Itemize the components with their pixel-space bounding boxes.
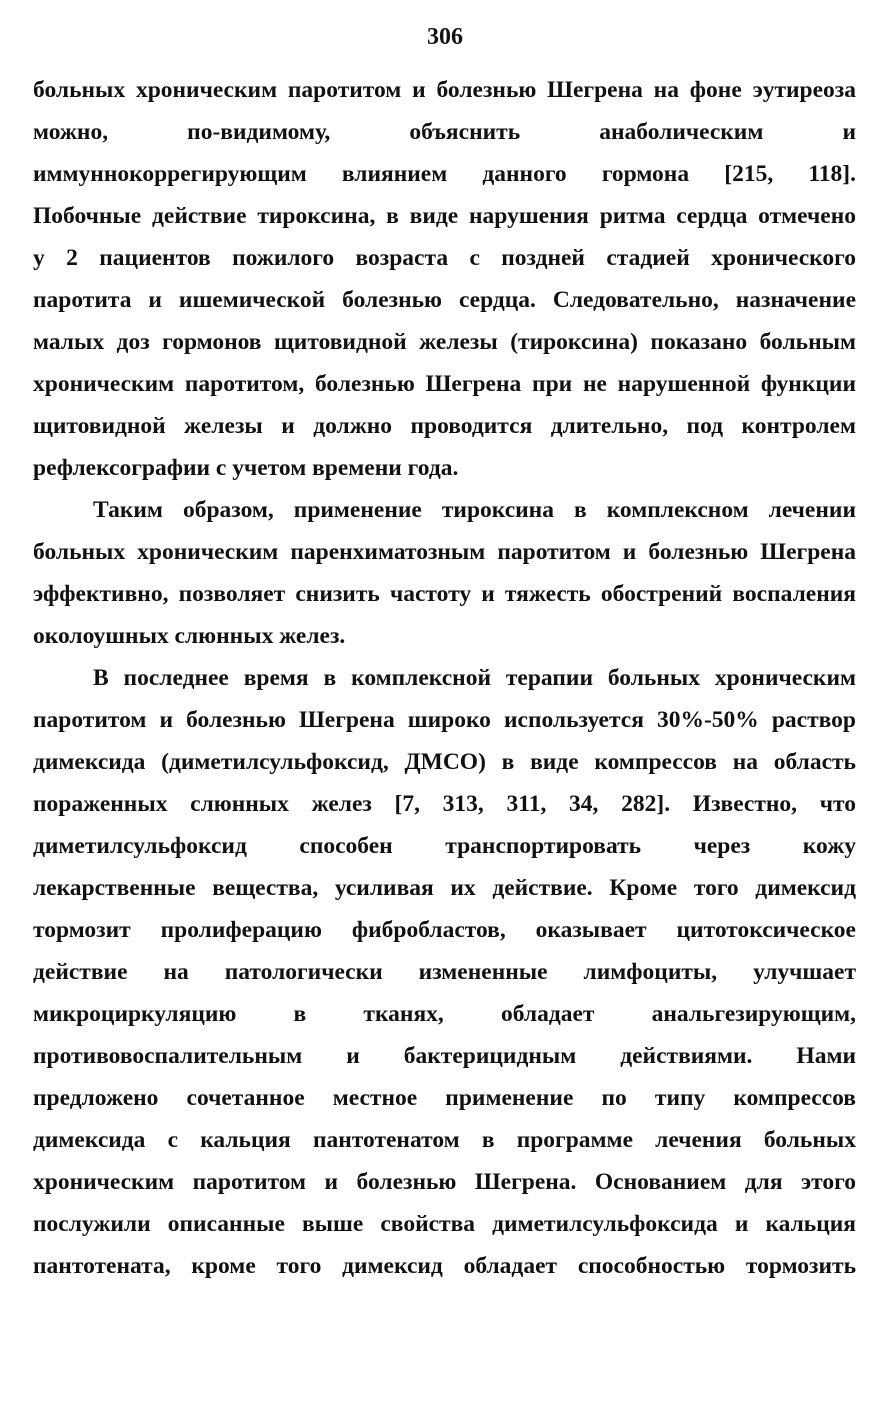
text-line: противовоспалительным и бактерицидным действиями. Нами [33,1043,856,1069]
text-line: хроническим паротитом, болезнью Шегрена при не нарушенной функции [33,371,856,397]
text-line: околоушных слюнных желез. [33,623,346,649]
page-number: 306 [427,24,463,50]
text-line: хроническим паротитом и болезнью Шегрена. Основанием для этого [33,1169,856,1195]
text-line: тормозит пролиферацию фибробластов, оказывает цитотоксическое [33,917,856,943]
text-line: можно, по-видимому, объяснить анаболическим и [33,119,856,145]
text-line: димексида (диметилсульфоксид, ДМСО) в виде компрессов на область [33,749,856,775]
text-line: пантотената, кроме того димексид обладает способностью тормозить [33,1253,856,1279]
text-line: иммуннокоррегирующим влиянием данного гормона [215, 118]. [33,161,856,187]
text-line: рефлексографии с учетом времени года. [33,455,459,481]
text-line: послужили описанные выше свойства диметилсульфоксида и кальция [33,1211,856,1237]
text-line: действие на патологически измененные лимфоциты, улучшает [33,959,856,985]
text-line: паротита и ишемической болезнью сердца. Следовательно, назначение [33,287,856,313]
paragraph [33,657,856,1287]
text-line: больных хроническим паренхиматозным паротитом и болезнью Шегрена [33,539,856,565]
text-line: малых доз гормонов щитовидной железы (тироксина) показано больным [33,329,856,355]
text-line: лекарственные вещества, усиливая их действие. Кроме того димексид [33,875,856,901]
paragraph [33,69,856,489]
text-line: больных хроническим паротитом и болезнью Шегрена на фоне эутиреоза [33,77,856,103]
text-line: диметилсульфоксид способен транспортировать через кожу [33,833,856,859]
text-line: щитовидной железы и должно проводится длительно, под контролем [33,413,856,439]
body-text [33,69,856,1287]
paragraph [33,489,856,657]
text-line: паротитом и болезнью Шегрена широко используется 30%-50% раствор [33,707,856,733]
text-line: пораженных слюнных желез [7, 313, 311, 34, 282]. Известно, что [33,791,856,817]
text-line: эффективно, позволяет снизить частоту и тяжесть обострений воспаления [33,581,856,607]
text-line: Побочные действие тироксина, в виде нарушения ритма сердца отмечено [33,203,856,229]
text-line: предложено сочетанное местное применение по типу компрессов [33,1085,856,1111]
text-line: у 2 пациентов пожилого возраста с поздней стадией хронического [33,245,856,271]
text-line: Таким образом, применение тироксина в комплексном лечении [93,497,856,523]
text-line: В последнее время в комплексной терапии больных хроническим [93,665,856,691]
text-line: микроциркуляцию в тканях, обладает анальгезирующим, [33,1001,856,1027]
text-line: димексида с кальция пантотенатом в программе лечения больных [33,1127,856,1153]
